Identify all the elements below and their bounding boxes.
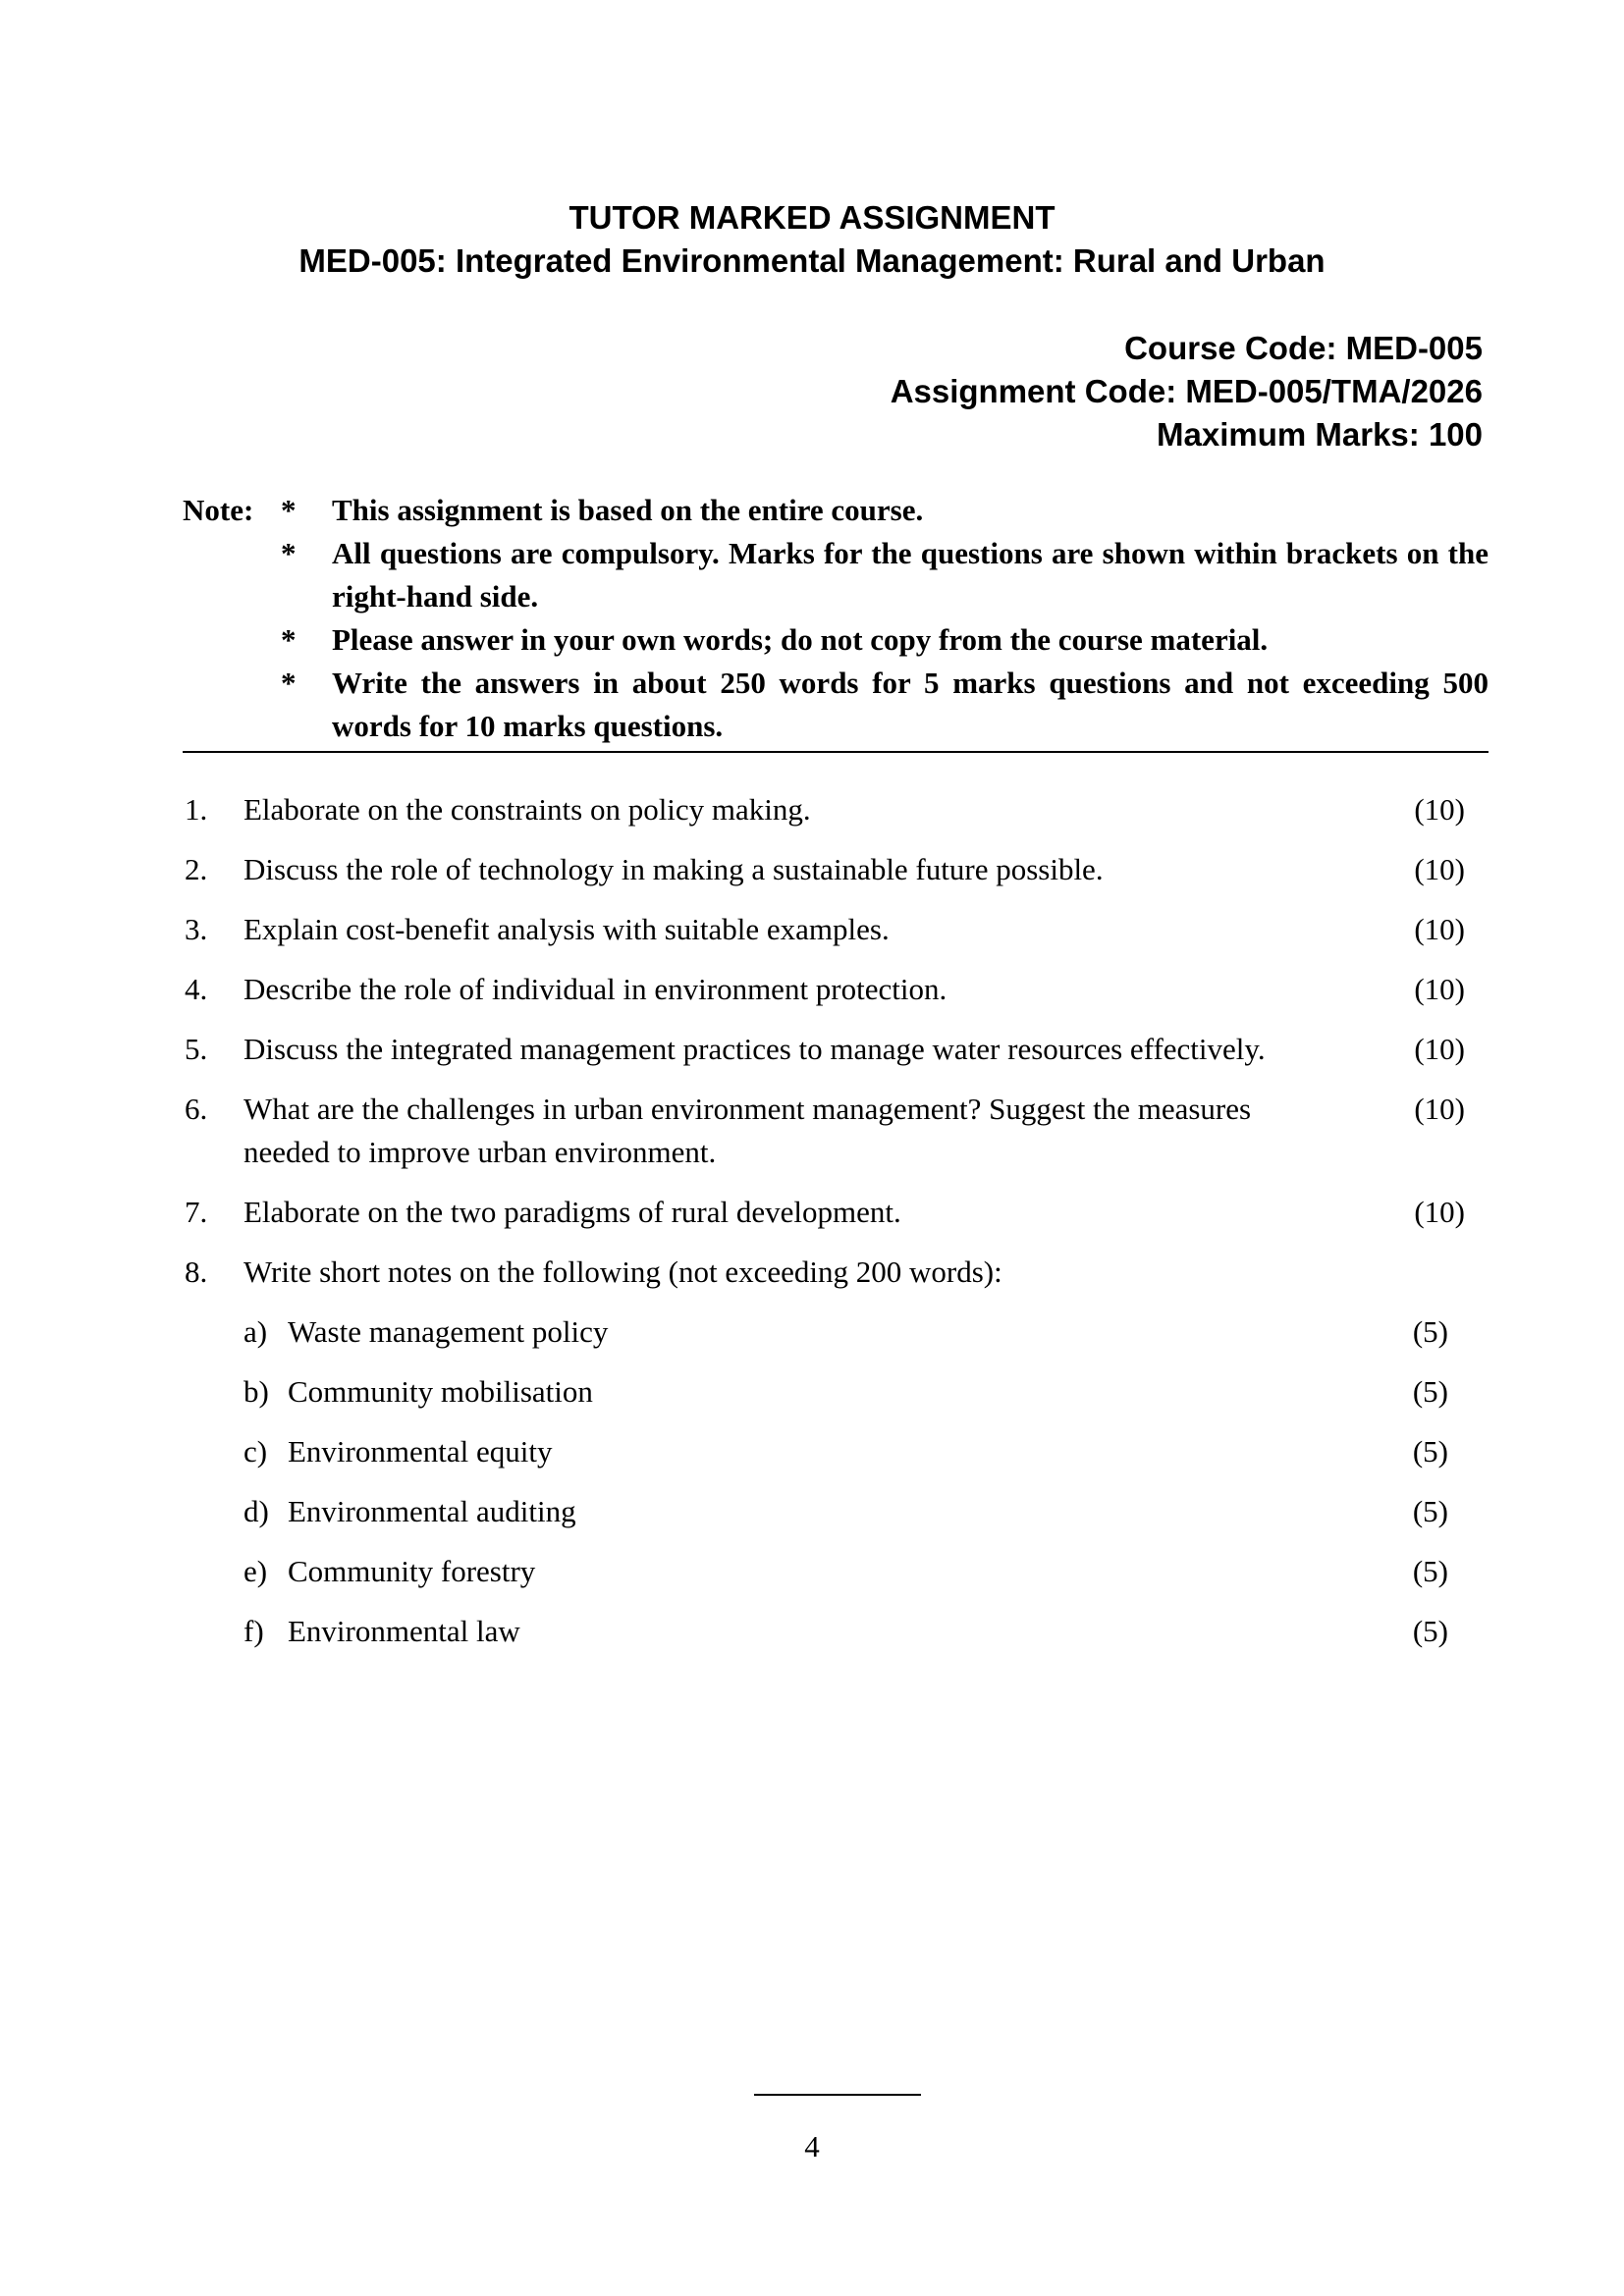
question-number: 6. [185, 1092, 208, 1126]
divider-line [183, 751, 1489, 753]
page-number: 4 [804, 2129, 820, 2163]
short-note-item [183, 1550, 1489, 1593]
note-text: All questions are compulsory. Marks for the questions are shown within brackets on the right-hand side. [332, 536, 1489, 614]
note-text: Please answer in your own words; do not copy from the course material. [332, 622, 1269, 657]
question-number: 5. [185, 1032, 208, 1066]
question-marks: (10) [1414, 1032, 1465, 1066]
question-text: Elaborate on the constraints on policy making. [244, 792, 811, 827]
short-note-letter: f) [244, 1614, 264, 1648]
short-note-item [183, 1490, 1489, 1533]
short-note-text: Environmental auditing [288, 1494, 576, 1528]
short-note-text: Environmental law [288, 1614, 520, 1648]
note-label: Note: [183, 493, 254, 527]
note-text: Write the answers in about 250 words for 5 marks questions and not exceeding 500 words for 10 marks questions. [332, 666, 1489, 743]
course-title: MED-005: Integrated Environmental Management: Rural and Urban [298, 242, 1326, 279]
short-note-text: Waste management policy [288, 1314, 609, 1349]
question-text: Describe the role of individual in environment protection. [244, 972, 947, 1006]
bullet-star: * [281, 536, 297, 570]
short-note-item [183, 1370, 1489, 1414]
short-note-text: Community forestry [288, 1554, 536, 1588]
question-text: Discuss the integrated management practices to manage water resources effectively. [244, 1032, 1266, 1066]
short-note-marks: (5) [1412, 1494, 1448, 1528]
question-number: 1. [185, 792, 208, 827]
short-note-letter: b) [244, 1374, 269, 1409]
question-item [183, 908, 1489, 951]
question-number: 4. [185, 972, 208, 1006]
short-note-letter: d) [244, 1494, 269, 1528]
question-marks: (10) [1414, 852, 1465, 886]
question-number: 7. [185, 1195, 208, 1229]
bullet-star: * [281, 666, 297, 700]
course-code: Course Code: MED-005 [1124, 330, 1483, 366]
question-item [183, 1251, 1489, 1294]
short-note-item [183, 1610, 1489, 1653]
question-number: 2. [185, 852, 208, 886]
short-note-marks: (5) [1412, 1314, 1448, 1349]
question-marks: (10) [1414, 1195, 1465, 1229]
short-note-text: Environmental equity [288, 1434, 553, 1468]
question-marks: (10) [1414, 1092, 1465, 1126]
question-item [183, 1088, 1489, 1174]
question-number: 3. [185, 912, 208, 946]
question-item [183, 1028, 1489, 1071]
note-text: This assignment is based on the entire course. [332, 493, 924, 527]
short-note-marks: (5) [1412, 1554, 1448, 1588]
question-marks: (10) [1414, 972, 1465, 1006]
note-block [183, 489, 1489, 748]
short-note-letter: c) [244, 1434, 268, 1468]
short-notes-list [183, 1310, 1489, 1653]
course-codes-block [891, 327, 1483, 456]
question-text: Explain cost-benefit analysis with suitable examples. [244, 912, 890, 946]
assignment-title: TUTOR MARKED ASSIGNMENT [568, 199, 1056, 236]
question-item [183, 968, 1489, 1011]
question-text: Write short notes on the following (not exceeding 200 words): [244, 1255, 1002, 1289]
note-item [183, 662, 1489, 748]
question-marks: (10) [1414, 792, 1465, 827]
question-list [183, 788, 1489, 1670]
note-item [183, 532, 1489, 618]
question-item [183, 1191, 1489, 1234]
note-item [183, 489, 1489, 532]
maximum-marks: Maximum Marks: 100 [1157, 416, 1483, 453]
short-note-item [183, 1430, 1489, 1473]
question-text: What are the challenges in urban environment management? Suggest the measures needed to improve urban environment. [244, 1092, 1252, 1169]
bullet-star: * [281, 622, 297, 657]
question-marks: (10) [1414, 912, 1465, 946]
note-item [183, 618, 1489, 662]
question-item [183, 848, 1489, 891]
short-note-marks: (5) [1412, 1374, 1448, 1409]
assignment-code: Assignment Code: MED-005/TMA/2026 [890, 373, 1483, 409]
short-note-marks: (5) [1412, 1614, 1448, 1648]
bullet-star: * [281, 493, 297, 527]
short-note-marks: (5) [1412, 1434, 1448, 1468]
short-note-letter: e) [244, 1554, 268, 1588]
question-number: 8. [185, 1255, 208, 1289]
short-note-item [183, 1310, 1489, 1354]
footer-divider [754, 2094, 921, 2096]
short-note-letter: a) [244, 1314, 268, 1349]
question-item [183, 788, 1489, 831]
short-note-text: Community mobilisation [288, 1374, 593, 1409]
question-text: Elaborate on the two paradigms of rural development. [244, 1195, 901, 1229]
question-text: Discuss the role of technology in making a sustainable future possible. [244, 852, 1104, 886]
